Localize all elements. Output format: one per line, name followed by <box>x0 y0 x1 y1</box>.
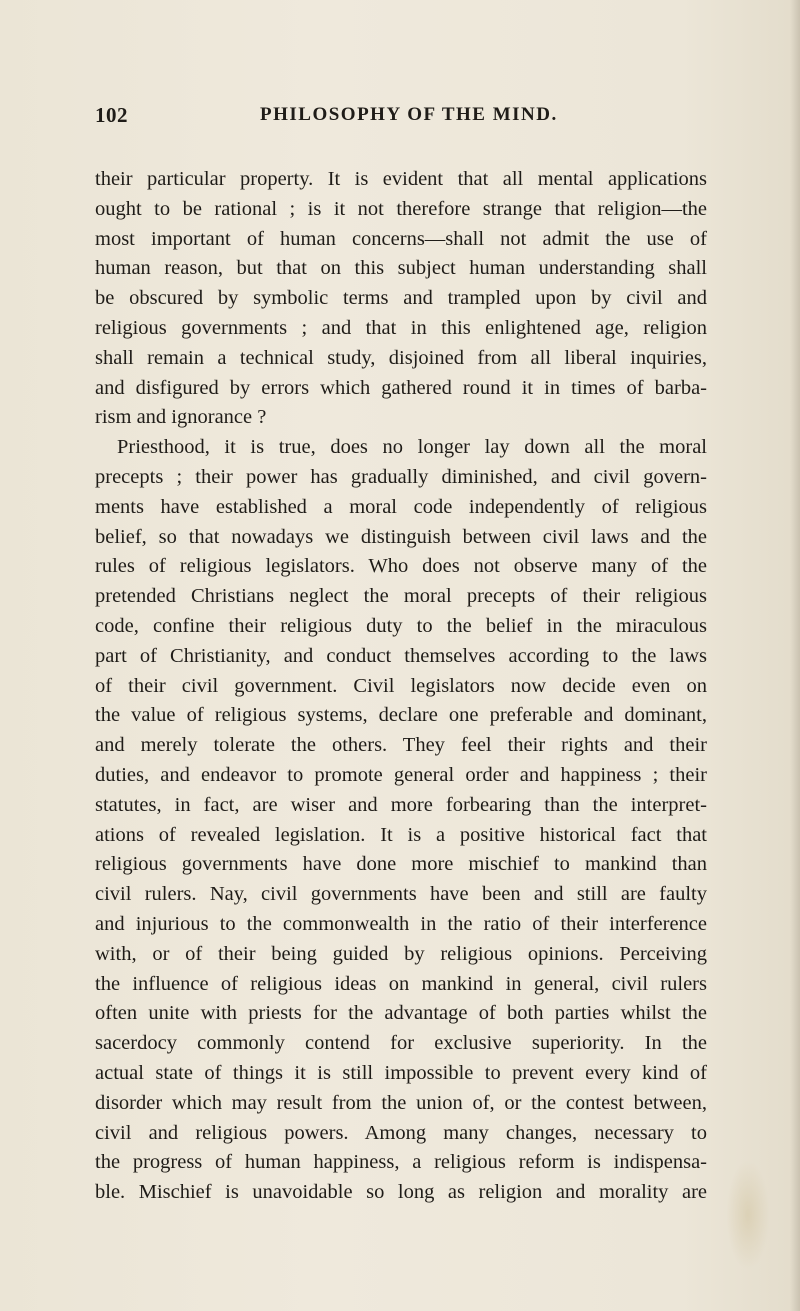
text-line: and disfigured by errors which gathered round it in times of barba- <box>95 376 707 399</box>
text-line: part of Christianity, and conduct themselves according to the laws <box>95 644 707 667</box>
text-line: ations of revealed legislation. It is a positive historical fact that <box>95 823 707 846</box>
text-line: rules of religious legislators. Who does not observe many of the <box>95 555 707 578</box>
text-line: of their civil government. Civil legislators now decide even on <box>95 674 707 697</box>
text-line: and merely tolerate the others. They feel their rights and their <box>95 734 707 757</box>
text-line: most important of human concerns—shall not admit the use of <box>95 227 707 250</box>
text-line: with, or of their being guided by religious opinions. Perceiving <box>95 942 707 965</box>
text-line: their particular property. It is evident that all mental applications <box>95 168 707 190</box>
page-header <box>95 103 705 135</box>
text-line: pretended Christians neglect the moral precepts of their religious <box>95 585 707 608</box>
text-line: civil and religious powers. Among many changes, necessary to <box>95 1121 707 1144</box>
text-line: duties, and endeavor to promote general order and happiness ; their <box>95 763 707 786</box>
text-line: and injurious to the commonwealth in the ratio of their interference <box>95 912 707 935</box>
page-edge-shadow <box>790 0 800 1311</box>
text-line: religious governments ; and that in this enlightened age, religion <box>95 316 707 339</box>
text-line: actual state of things it is still impossible to prevent every kind of <box>95 1061 707 1084</box>
paper-stain <box>726 1160 770 1270</box>
text-line: often unite with priests for the advantage of both parties whilst the <box>95 1002 707 1025</box>
text-line: be obscured by symbolic terms and trampled upon by civil and <box>95 287 707 310</box>
text-line: ments have established a moral code independently of religious <box>95 495 707 518</box>
text-line: belief, so that nowadays we distinguish between civil laws and the <box>95 525 707 548</box>
text-line: ble. Mischief is unavoidable so long as religion and morality are <box>95 1181 707 1204</box>
text-line: the progress of human happiness, a religious reform is indispensa- <box>95 1151 707 1174</box>
text-line: code, confine their religious duty to the belief in the miraculous <box>95 614 707 637</box>
running-head: PHILOSOPHY OF THE MIND. <box>260 104 558 125</box>
text-line: religious governments have done more mischief to mankind than <box>95 853 707 876</box>
text-line: rism and ignorance ? <box>95 406 267 429</box>
text-line: disorder which may result from the union of, or the contest between, <box>95 1091 707 1114</box>
text-line: precepts ; their power has gradually diminished, and civil govern- <box>95 465 707 488</box>
text-line: statutes, in fact, are wiser and more forbearing than the interpret- <box>95 793 707 816</box>
text-line: civil rulers. Nay, civil governments have been and still are faulty <box>95 883 707 906</box>
text-line: ought to be rational ; is it not therefore strange that religion—the <box>95 197 707 220</box>
paragraph-start-line: Priesthood, it is true, does no longer lay down all the moral <box>117 436 707 459</box>
page-number: 102 <box>95 103 128 127</box>
text-line: the value of religious systems, declare one preferable and dominant, <box>95 704 707 727</box>
text-line: human reason, but that on this subject human understanding shall <box>95 257 707 280</box>
body-text <box>95 165 707 1208</box>
text-line: the influence of religious ideas on mankind in general, civil rulers <box>95 972 707 995</box>
text-line: shall remain a technical study, disjoined from all liberal inquiries, <box>95 346 707 369</box>
text-line: sacerdocy commonly contend for exclusive superiority. In the <box>95 1032 707 1055</box>
